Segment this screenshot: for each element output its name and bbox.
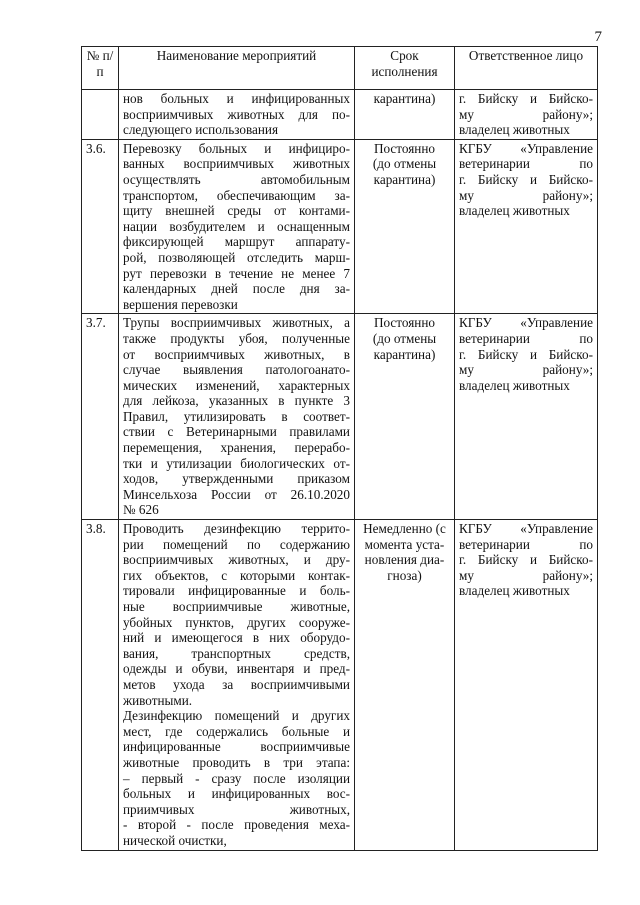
action-cell-line: от восприимчивых животных, в bbox=[123, 346, 350, 362]
responsible-cell-line: му району»; bbox=[459, 567, 593, 583]
responsible-cell-line: владелец животных bbox=[459, 583, 570, 599]
action-cell bbox=[119, 139, 355, 314]
row-number: 3.7. bbox=[82, 314, 119, 520]
responsible-cell bbox=[455, 139, 598, 314]
action-cell-line: – первый - сразу после изоляции bbox=[123, 770, 350, 786]
responsible-cell-line: владелец животных bbox=[459, 122, 570, 138]
responsible-cell bbox=[455, 90, 598, 140]
responsible-cell-line: КГБУ «Управление bbox=[459, 315, 593, 331]
row-number: 3.6. bbox=[82, 139, 119, 314]
action-cell-line: метов ухода за восприимчивыми bbox=[123, 676, 350, 692]
term-cell bbox=[355, 139, 455, 314]
action-cell-line: следующего использования bbox=[123, 122, 279, 138]
action-cell-line: случае выявления патологоанато- bbox=[123, 362, 350, 378]
action-cell-line: ний и имеющегося в них оборудо- bbox=[123, 630, 350, 646]
responsible-cell bbox=[455, 314, 598, 520]
header-number: № п/п bbox=[82, 47, 119, 90]
action-cell-line: тировали инфицированные и боль- bbox=[123, 583, 350, 599]
responsible-cell-line: владелец животных bbox=[459, 377, 570, 393]
responsible-cell-line: КГБУ «Управление bbox=[459, 140, 593, 156]
action-cell-line: вания, транспортных средств, bbox=[123, 645, 350, 661]
table-row bbox=[82, 139, 598, 314]
responsible-cell-line: му району»; bbox=[459, 362, 593, 378]
responsible-cell-line: ветеринарии по bbox=[459, 536, 593, 552]
term-cell-line: гноза) bbox=[387, 567, 422, 583]
header-action: Наименование мероприятий bbox=[119, 47, 355, 90]
action-cell bbox=[119, 90, 355, 140]
action-cell-line: приимчивых животных, bbox=[123, 801, 350, 817]
action-cell-line: мических изменений, характерных bbox=[123, 377, 350, 393]
term-cell bbox=[355, 520, 455, 850]
action-cell-line: Минсельхоза России от 26.10.2020 bbox=[123, 486, 350, 502]
responsible-cell-line: ветеринарии по bbox=[459, 156, 593, 172]
term-cell bbox=[355, 90, 455, 140]
term-cell-line: Постоянно bbox=[373, 315, 435, 331]
action-cell-line: Трупы восприимчивых животных, а bbox=[123, 315, 350, 331]
action-cell-line: щиту внешней среды от контами- bbox=[123, 203, 350, 219]
action-cell-line: восприимчивых животных, и дру- bbox=[123, 552, 350, 568]
term-cell-line: (до отмены bbox=[372, 156, 437, 172]
action-cell-line: № 626 bbox=[123, 502, 159, 518]
action-cell-line: осуществлять автомобильным bbox=[123, 171, 350, 187]
table-row bbox=[82, 90, 598, 140]
action-cell-line: Перевозку больных и инфициро- bbox=[123, 140, 350, 156]
responsible-cell-line: г. Бийску и Бийско- bbox=[459, 552, 593, 568]
table-header-row bbox=[82, 47, 598, 90]
responsible-cell-line: ветеринарии по bbox=[459, 330, 593, 346]
term-cell-line: новления диа- bbox=[364, 552, 445, 568]
responsible-cell-line: му району»; bbox=[459, 187, 593, 203]
action-cell-line: нов больных и инфицированных bbox=[123, 91, 350, 106]
action-cell-line: ходов, утвержденными приказом bbox=[123, 471, 350, 487]
action-cell-line: для лейкоза, указанных в пункте 3 bbox=[123, 393, 350, 409]
action-cell-line: фиксирующей маршрут аппарату- bbox=[123, 234, 350, 250]
action-cell-line: ные восприимчивые животные, bbox=[123, 599, 350, 614]
action-cell-line: Дезинфекцию помещений и других bbox=[123, 708, 350, 724]
responsible-cell-line: КГБУ «Управление bbox=[459, 521, 593, 537]
action-cell-line: - второй - после проведения меха- bbox=[123, 817, 350, 833]
term-cell-line: (до отмены bbox=[372, 330, 437, 346]
action-cell-line: транспортом, обеспечивающим за- bbox=[123, 187, 350, 203]
term-cell-line: карантина) bbox=[373, 171, 436, 187]
responsible-cell-line: г. Бийску и Бийско- bbox=[459, 91, 593, 106]
action-cell-line: восприимчивых животных для по- bbox=[123, 106, 350, 122]
term-cell-line: Постоянно bbox=[373, 140, 435, 156]
action-cell-line: животные проводить в три этапа: bbox=[123, 754, 350, 770]
action-cell-line: мест, где содержались больные и bbox=[123, 723, 350, 739]
action-cell-line: нации возбудителем и оснащенным bbox=[123, 218, 350, 234]
action-cell-line: Проводить дезинфекцию террито- bbox=[123, 521, 350, 537]
term-cell-line: карантина) bbox=[373, 91, 436, 106]
action-cell bbox=[119, 314, 355, 520]
action-cell-line: вершения перевозки bbox=[123, 296, 238, 312]
action-cell-line: Правил, утилизировать в соответ- bbox=[123, 408, 350, 424]
row-number: 3.8. bbox=[82, 520, 119, 850]
term-cell-line: момента уста- bbox=[364, 536, 445, 552]
action-cell-line: больных и инфицированных вос- bbox=[123, 786, 350, 802]
row-number bbox=[82, 90, 119, 140]
measures-table bbox=[81, 46, 598, 851]
header-responsible: Ответственное лицо bbox=[455, 47, 598, 90]
action-cell-line: рой, позволяющей отследить марш- bbox=[123, 249, 350, 265]
responsible-cell-line: г. Бийску и Бийско- bbox=[459, 171, 593, 187]
responsible-cell-line: владелец животных bbox=[459, 203, 570, 219]
header-term: Срок исполнения bbox=[355, 47, 455, 90]
action-cell-line: гих объектов, с которыми контак- bbox=[123, 567, 350, 583]
term-cell bbox=[355, 314, 455, 520]
action-cell-line: нической очистки, bbox=[123, 832, 227, 848]
action-cell-line: ствии с Ветеринарными правилами bbox=[123, 424, 350, 440]
term-cell-line: карантина) bbox=[373, 346, 436, 362]
action-cell-line: инфицированные восприимчивые bbox=[123, 739, 350, 755]
responsible-cell-line: г. Бийску и Бийско- bbox=[459, 346, 593, 362]
action-cell-line: календарных дней после дня за- bbox=[123, 281, 350, 297]
action-cell-line: рии помещений по содержанию bbox=[123, 536, 350, 552]
action-cell-line: перемещения, хранения, перерабо- bbox=[123, 440, 350, 456]
page-number: 7 bbox=[594, 29, 602, 45]
action-cell-line: рут перевозки в течение не менее 7 bbox=[123, 265, 350, 281]
action-cell-line: также продукты убоя, полученные bbox=[123, 330, 350, 346]
action-cell-line: животными. bbox=[123, 692, 193, 708]
action-cell-line: одежды и обуви, инвентаря и пред- bbox=[123, 661, 350, 677]
responsible-cell-line: му району»; bbox=[459, 106, 593, 122]
action-cell-line: убойных пунктов, других сооруже- bbox=[123, 614, 350, 630]
action-cell-line: ванных восприимчивых животных bbox=[123, 156, 350, 172]
table-row bbox=[82, 314, 598, 520]
action-cell-line: тки и утилизации биологических от- bbox=[123, 455, 350, 471]
table-row bbox=[82, 520, 598, 850]
responsible-cell bbox=[455, 520, 598, 850]
term-cell-line: Немедленно (с bbox=[363, 521, 446, 537]
action-cell bbox=[119, 520, 355, 850]
